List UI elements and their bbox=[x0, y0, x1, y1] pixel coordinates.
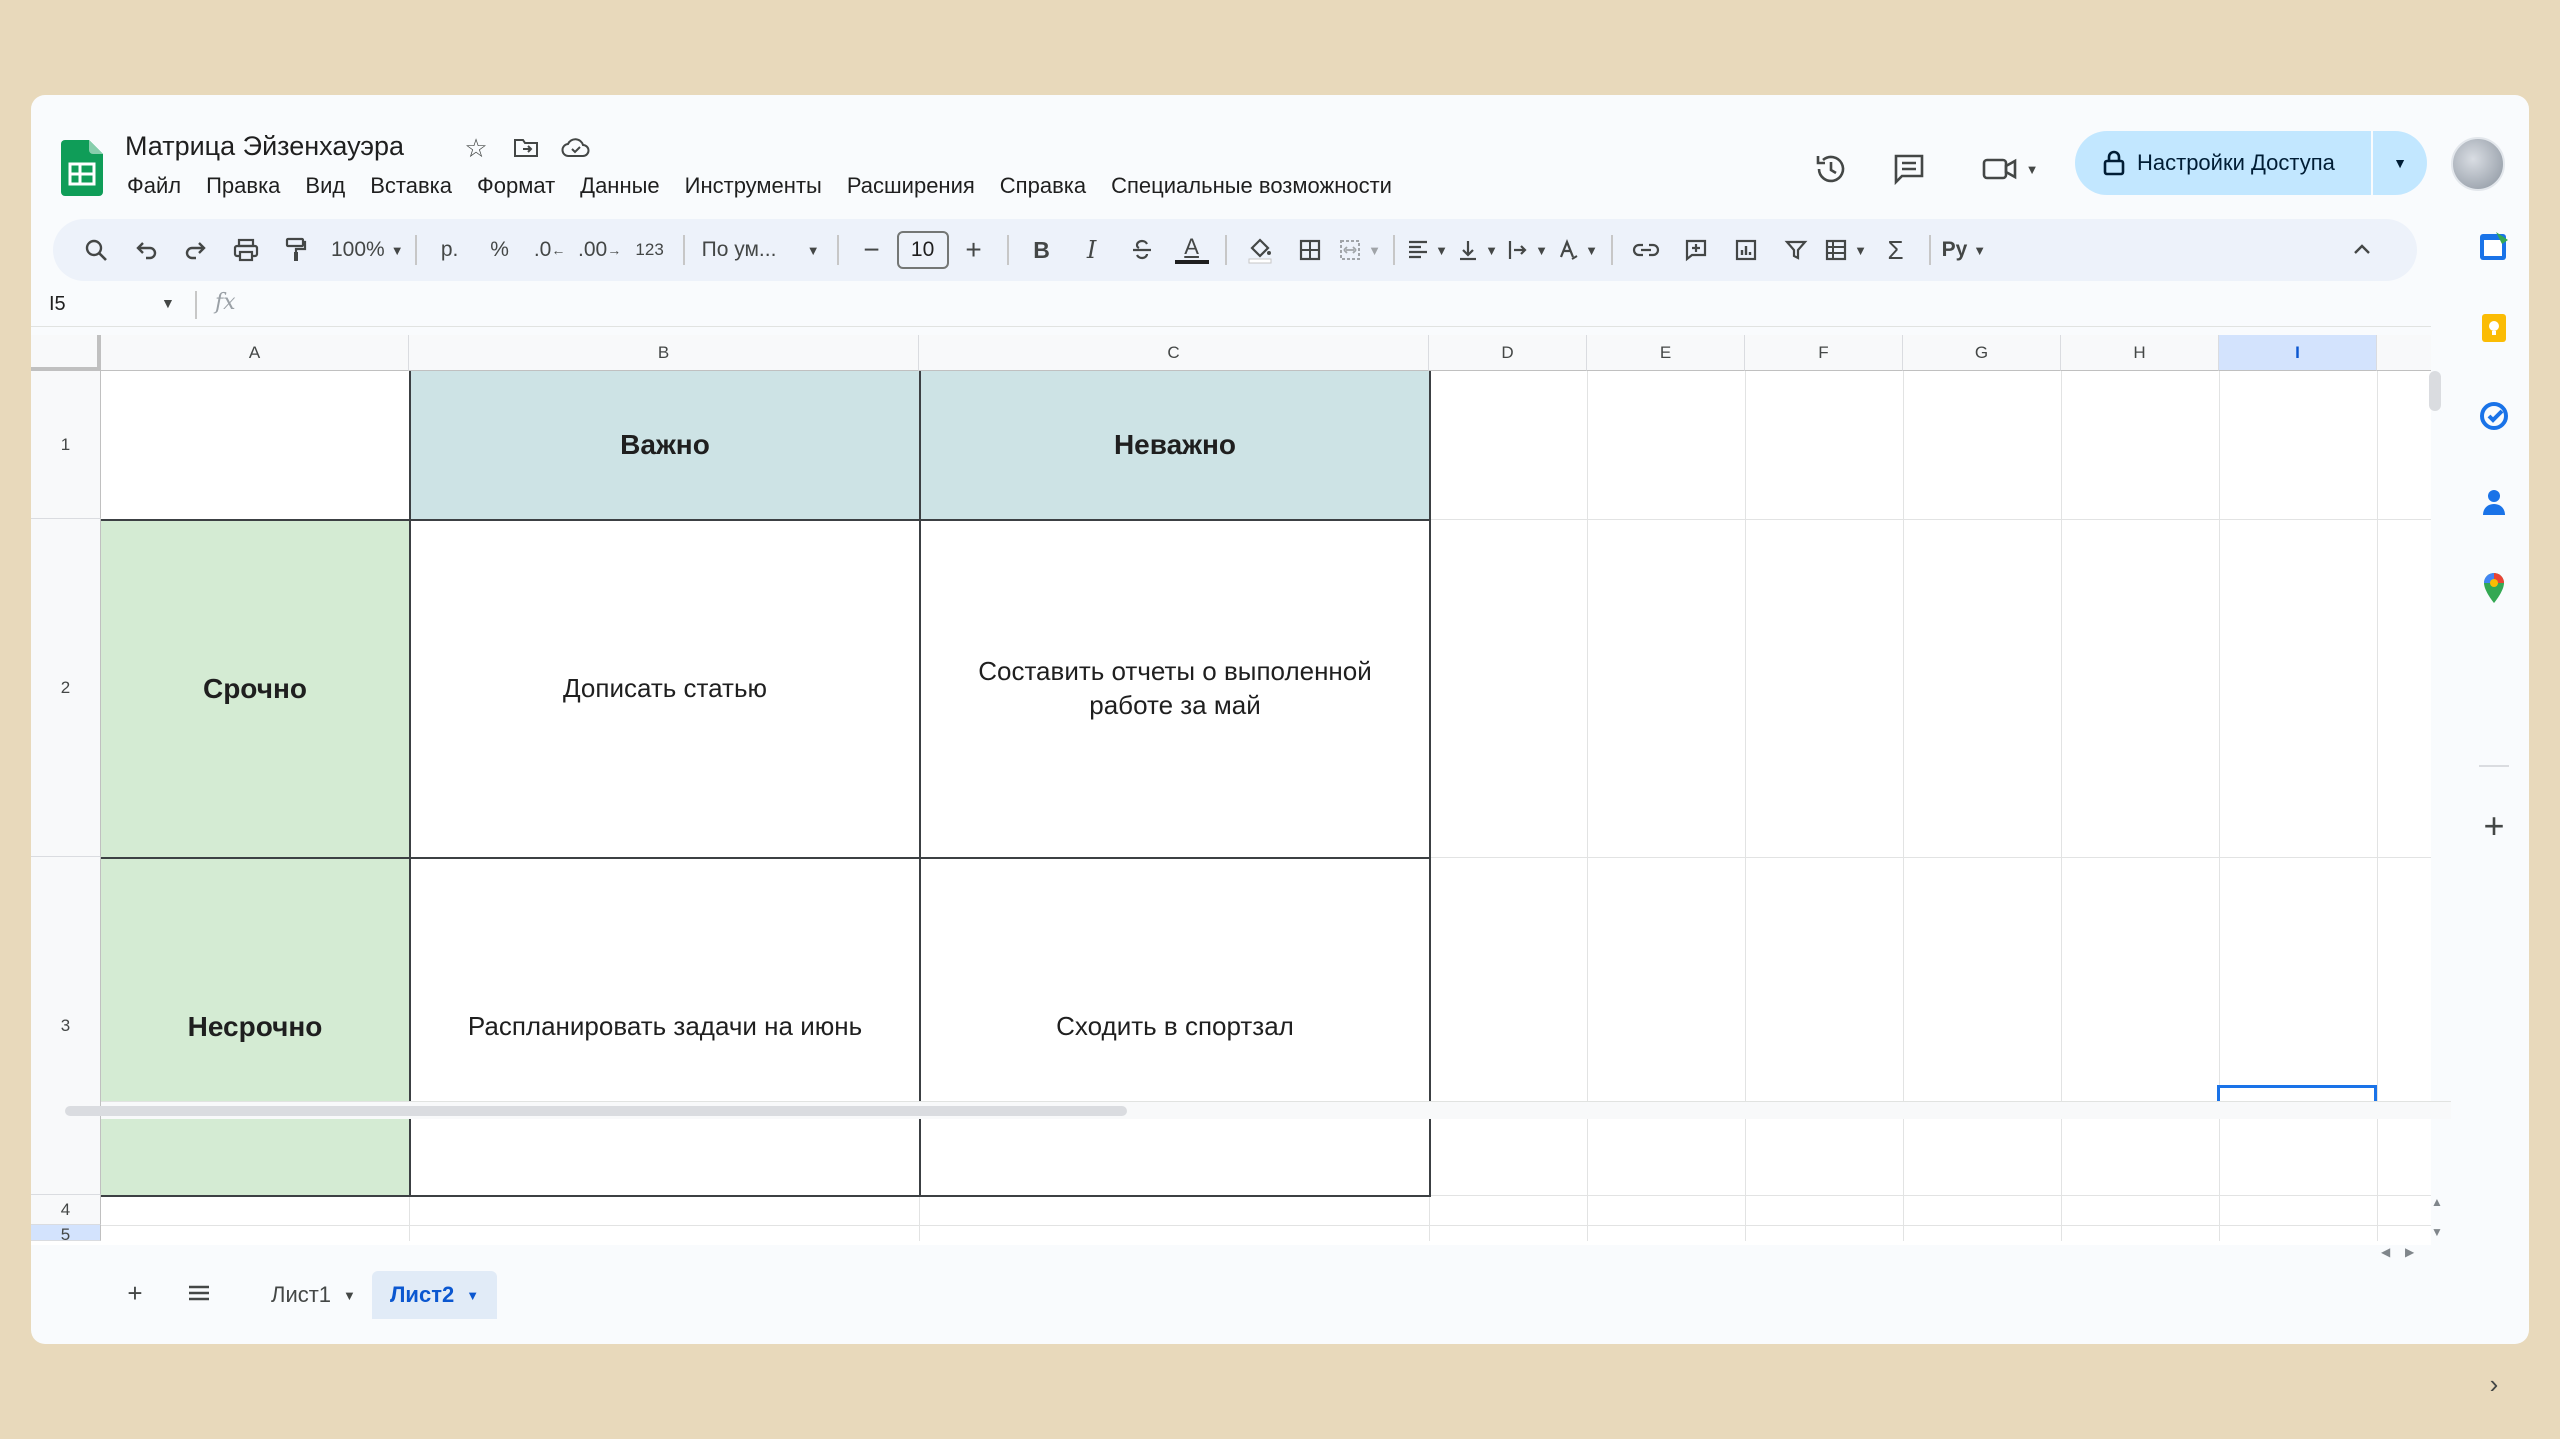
increase-font-size-icon[interactable]: + bbox=[965, 234, 982, 265]
text-rotation-icon[interactable] bbox=[1556, 228, 1600, 272]
cell-c2[interactable]: Составить отчеты о выполенной работе за май bbox=[919, 519, 1431, 859]
filter-icon[interactable] bbox=[1774, 228, 1818, 272]
sheet-tab-label: Лист2 bbox=[390, 1282, 455, 1307]
menu-view[interactable]: Вид bbox=[305, 173, 346, 198]
chevron-down-icon[interactable]: ▼ bbox=[343, 1287, 356, 1303]
toolbar-divider bbox=[837, 235, 839, 265]
spreadsheet-window bbox=[31, 95, 2529, 1399]
more-formats-button[interactable]: 123 bbox=[635, 240, 664, 259]
insert-comment-icon[interactable] bbox=[1674, 228, 1718, 272]
vertical-align-icon[interactable] bbox=[1456, 228, 1500, 272]
selected-cell-i5[interactable] bbox=[2217, 1085, 2377, 1101]
toolbar bbox=[53, 219, 2417, 281]
horizontal-align-icon[interactable] bbox=[1406, 228, 1450, 272]
decrease-decimal-button[interactable] bbox=[528, 228, 572, 272]
input-tools-label: Ру bbox=[1941, 238, 1968, 261]
column-header-i[interactable]: I bbox=[2219, 335, 2377, 371]
share-label: Настройки Доступа bbox=[2137, 150, 2335, 175]
row-header-3[interactable]: 3 bbox=[31, 857, 101, 1195]
redo-icon[interactable] bbox=[174, 228, 218, 272]
toolbar-divider bbox=[1611, 235, 1613, 265]
text-wrapping-icon[interactable] bbox=[1506, 228, 1550, 272]
column-header-a[interactable]: A bbox=[101, 335, 409, 371]
expand-panel-chevron-icon[interactable]: › bbox=[2489, 1368, 2499, 1399]
chevron-down-icon: ▼ bbox=[1535, 242, 1549, 258]
gridline bbox=[1429, 519, 2431, 520]
sheet-tab-2-active[interactable] bbox=[372, 1271, 497, 1319]
move-folder-icon[interactable] bbox=[511, 133, 541, 163]
borders-icon[interactable] bbox=[1288, 228, 1332, 272]
gridline bbox=[1429, 1195, 1430, 1241]
side-panel-divider bbox=[2479, 765, 2509, 767]
zoom-select[interactable] bbox=[331, 228, 404, 272]
cell-c3[interactable]: Сходить в спортзал bbox=[919, 857, 1431, 1197]
increase-decimal-button[interactable] bbox=[578, 228, 622, 272]
percent-format-button[interactable]: % bbox=[490, 238, 509, 261]
gridline bbox=[1429, 857, 2431, 858]
menu-accessibility[interactable]: Специальные возможности bbox=[1111, 173, 1392, 198]
sheet-tab-bar bbox=[31, 1265, 2431, 1325]
row-header-4[interactable]: 4 bbox=[31, 1195, 101, 1225]
chevron-down-icon: ▼ bbox=[1585, 242, 1599, 258]
toolbar-divider bbox=[1225, 235, 1227, 265]
scroll-down-arrow-icon[interactable]: ▼ bbox=[2431, 1225, 2443, 1239]
font-family-value: По ум... bbox=[701, 238, 777, 261]
text-color-swatch bbox=[1175, 260, 1209, 264]
scroll-up-arrow-icon[interactable]: ▲ bbox=[2431, 1195, 2443, 1209]
all-sheets-icon[interactable] bbox=[177, 1271, 221, 1315]
add-sheet-icon[interactable]: + bbox=[127, 1277, 143, 1308]
menu-extensions[interactable]: Расширения bbox=[846, 173, 975, 198]
chevron-down-icon: ▼ bbox=[1368, 242, 1382, 258]
scroll-right-arrow-icon[interactable]: ▶ bbox=[2405, 1245, 2415, 1259]
share-button[interactable] bbox=[2075, 131, 2427, 195]
name-box[interactable]: I5 bbox=[49, 293, 66, 315]
star-icon[interactable]: ☆ bbox=[464, 132, 488, 163]
select-all-corner[interactable] bbox=[31, 335, 101, 371]
decrease-decimal-label: .0 bbox=[533, 238, 552, 261]
input-tools-button[interactable] bbox=[1942, 228, 1987, 272]
chevron-down-icon: ▼ bbox=[2025, 161, 2039, 177]
comments-icon[interactable] bbox=[1887, 147, 1931, 191]
chevron-down-icon: ▼ bbox=[1973, 242, 1987, 258]
menu-file[interactable]: Файл bbox=[127, 173, 182, 198]
gridline bbox=[101, 1225, 2431, 1226]
chevron-down-icon: ▼ bbox=[1854, 242, 1868, 258]
vertical-scrollbar-thumb[interactable] bbox=[2429, 371, 2441, 411]
column-header-d[interactable]: D bbox=[1429, 335, 1587, 371]
column-header-c[interactable]: C bbox=[919, 335, 1429, 371]
fill-color-icon[interactable] bbox=[1238, 228, 1282, 272]
decrease-font-size-icon[interactable]: − bbox=[863, 234, 880, 265]
toolbar-divider bbox=[683, 235, 685, 265]
sheet-tab-1[interactable] bbox=[253, 1271, 374, 1319]
cell-c1-not-important[interactable]: Неважно bbox=[919, 371, 1431, 521]
menu-data[interactable]: Данные bbox=[580, 173, 660, 198]
column-header-f[interactable]: F bbox=[1745, 335, 1903, 371]
sheet-tab-label: Лист1 bbox=[271, 1282, 332, 1307]
cloud-saved-icon[interactable] bbox=[561, 133, 591, 163]
menu-format[interactable]: Формат bbox=[477, 173, 556, 198]
menu-insert[interactable]: Вставка bbox=[370, 173, 453, 198]
column-header-b[interactable]: B bbox=[409, 335, 919, 371]
share-dropdown-chevron-icon[interactable]: ▼ bbox=[2393, 155, 2407, 171]
collapse-toolbar-icon[interactable] bbox=[2340, 227, 2384, 271]
font-family-select[interactable] bbox=[696, 228, 826, 272]
share-button-main[interactable] bbox=[2075, 131, 2371, 195]
toolbar-divider bbox=[1393, 235, 1395, 265]
column-header-h[interactable]: H bbox=[2061, 335, 2219, 371]
document-title[interactable]: Матрица Эйзенхауэра bbox=[125, 131, 405, 161]
merge-cells-icon[interactable] bbox=[1338, 228, 1382, 272]
column-header-e[interactable]: E bbox=[1587, 335, 1745, 371]
column-header-g[interactable]: G bbox=[1903, 335, 2061, 371]
toolbar-divider bbox=[1929, 235, 1931, 265]
cell-b2[interactable]: Дописать статью bbox=[409, 519, 921, 859]
text-color-button[interactable] bbox=[1170, 228, 1214, 272]
scroll-left-arrow-icon[interactable]: ◀ bbox=[2381, 1245, 2391, 1259]
tasks-icon[interactable] bbox=[2477, 399, 2511, 433]
text-color-glyph: A bbox=[1184, 234, 1199, 259]
chevron-down-icon: ▼ bbox=[806, 242, 820, 258]
arrow-left-icon: ← bbox=[551, 242, 566, 258]
chevron-down-icon: ▼ bbox=[1435, 242, 1449, 258]
cell-b1-important[interactable]: Важно bbox=[409, 371, 921, 521]
cell-b3[interactable]: Распланировать задачи на июнь bbox=[409, 857, 921, 1197]
formula-divider bbox=[195, 291, 197, 319]
version-history-icon[interactable] bbox=[1809, 147, 1853, 191]
get-addons-plus-icon[interactable]: + bbox=[2483, 805, 2505, 846]
undo-icon[interactable] bbox=[124, 228, 168, 272]
currency-format-button[interactable]: р. bbox=[440, 238, 459, 261]
print-icon[interactable] bbox=[224, 228, 268, 272]
cell-a1[interactable] bbox=[101, 371, 411, 521]
increase-decimal-label: .00 bbox=[577, 238, 608, 261]
gridline bbox=[919, 1195, 920, 1241]
filter-views-icon[interactable] bbox=[1824, 228, 1868, 272]
strikethrough-icon[interactable] bbox=[1120, 228, 1164, 272]
formula-bar bbox=[31, 285, 2431, 327]
chevron-down-icon[interactable]: ▼ bbox=[161, 295, 175, 311]
toolbar-divider bbox=[1007, 235, 1009, 265]
bold-button[interactable]: B bbox=[1033, 236, 1050, 263]
lock-icon bbox=[2103, 150, 2125, 176]
row-header-1[interactable]: 1 bbox=[31, 371, 101, 519]
insert-chart-icon[interactable] bbox=[1724, 228, 1768, 272]
cell-a2-urgent[interactable]: Срочно bbox=[101, 519, 411, 859]
row-header-5[interactable]: 5 bbox=[31, 1225, 101, 1241]
cell-a3-not-urgent[interactable]: Несрочно bbox=[101, 857, 411, 1197]
chevron-down-icon: ▼ bbox=[390, 242, 404, 258]
horizontal-scrollbar-thumb[interactable] bbox=[65, 1106, 1127, 1116]
font-size-input[interactable]: 10 bbox=[897, 231, 949, 269]
calendar-icon[interactable] bbox=[2477, 229, 2511, 263]
side-panel bbox=[2461, 205, 2527, 1399]
paint-format-icon[interactable] bbox=[274, 228, 318, 272]
menu-edit[interactable]: Правка bbox=[206, 173, 281, 198]
maps-icon[interactable] bbox=[2477, 571, 2511, 605]
sheets-logo-icon[interactable] bbox=[61, 140, 103, 196]
search-menus-icon[interactable] bbox=[74, 228, 118, 272]
gridline bbox=[409, 1195, 410, 1241]
contacts-icon[interactable] bbox=[2477, 485, 2511, 519]
arrow-right-icon: → bbox=[607, 242, 622, 258]
menu-help[interactable]: Справка bbox=[999, 173, 1087, 198]
functions-button[interactable]: Σ bbox=[1887, 234, 1904, 265]
meet-call-icon[interactable] bbox=[1975, 147, 2045, 191]
keep-icon[interactable] bbox=[2477, 311, 2511, 345]
chevron-down-icon: ▼ bbox=[1485, 242, 1499, 258]
italic-button[interactable]: I bbox=[1086, 236, 1097, 264]
row-header-2[interactable]: 2 bbox=[31, 519, 101, 857]
fx-icon: fx bbox=[215, 290, 236, 315]
column-header-extra bbox=[2377, 335, 2431, 371]
menu-tools[interactable]: Инструменты bbox=[684, 173, 822, 198]
account-avatar[interactable] bbox=[2451, 137, 2505, 191]
toolbar-divider bbox=[415, 235, 417, 265]
menu-bar bbox=[127, 173, 1417, 199]
insert-link-icon[interactable] bbox=[1624, 228, 1668, 272]
zoom-value: 100% bbox=[331, 238, 385, 261]
chevron-down-icon[interactable]: ▼ bbox=[466, 1287, 480, 1303]
